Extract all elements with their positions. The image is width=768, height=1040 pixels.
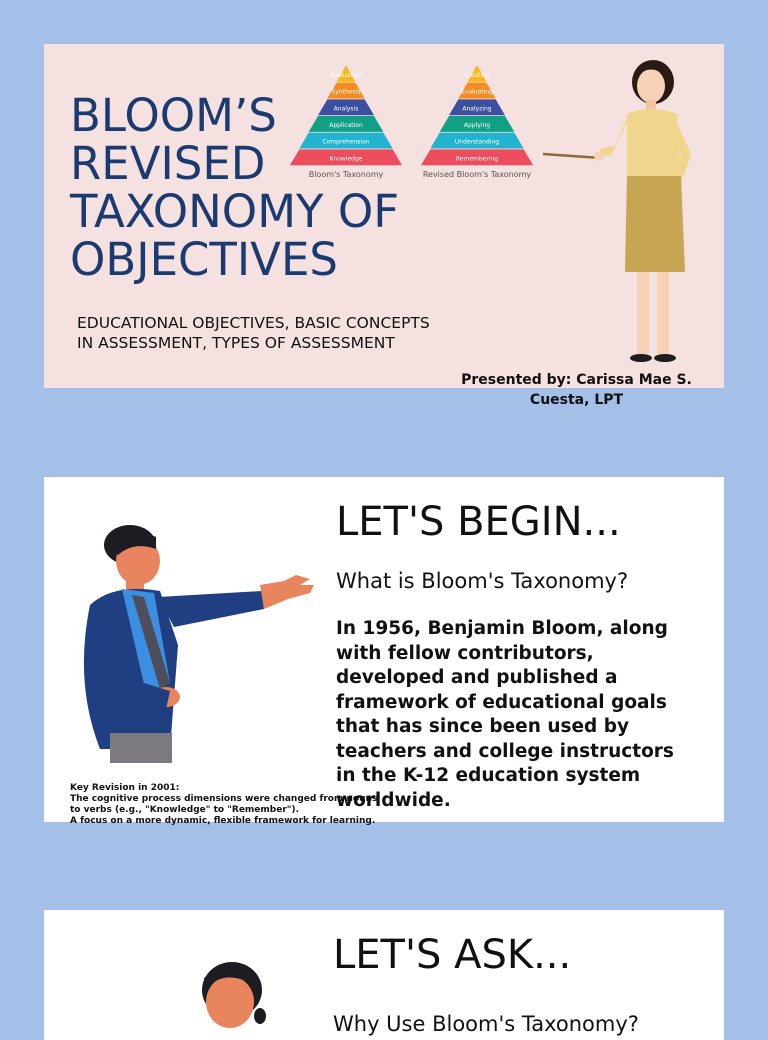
what-is-question: What is Bloom's Taxonomy? [336, 569, 629, 593]
lets-ask-heading: LET'S ASK... [333, 932, 572, 978]
pyramid-caption-revised: Revised Bloom's Taxonomy [422, 170, 532, 179]
teacher-illustration [541, 58, 701, 370]
revised-blooms-taxonomy-pyramid [421, 64, 533, 166]
why-use-question: Why Use Bloom's Taxonomy? [333, 1012, 639, 1036]
presentation-subtitle: EDUCATIONAL OBJECTIVES, BASIC CONCEPTS IN ASSESSMENT, TYPES OF ASSESSMENT [77, 314, 430, 352]
original-level-label: Analysis [333, 105, 359, 113]
original-level-label: Application [329, 122, 363, 129]
key-revision-title: Key Revision in 2001: [70, 783, 180, 793]
presenter-credit: Presented by: Carissa Mae S. Cuesta, LPT [461, 372, 692, 408]
revised-level-label: Applying [463, 122, 491, 129]
original-level-label: Synthesis [331, 88, 361, 96]
revised-level-label: Evaluating [461, 88, 493, 96]
lets-begin-heading: LET'S BEGIN... [336, 499, 621, 545]
pyramid-caption-original: Bloom's Taxonomy [308, 170, 384, 179]
key-revision-note [70, 783, 390, 827]
woman-illustration [194, 962, 274, 1032]
presenter-man-illustration [74, 523, 324, 763]
original-level-label: Knowledge [329, 155, 363, 163]
revised-level-label: Remembering [455, 155, 499, 163]
lets-begin-slide [44, 477, 724, 826]
revised-level-label: Creating [464, 72, 490, 79]
lets-ask-slide [44, 910, 724, 1040]
key-revision-line-2: A focus on a more dynamic, flexible framework for learning. [70, 816, 376, 826]
blooms-taxonomy-pyramid [290, 64, 402, 166]
original-level-label: Evaluation [330, 72, 362, 79]
revised-level-label: Analyzing [462, 105, 492, 113]
presentation-title: BLOOM’S REVISED TAXONOMY OF OBJECTIVES [70, 89, 400, 286]
bloom-history-text: In 1956, Benjamin Bloom, along with fellow contributors, developed and published a framework of educational goals that has since been used by teachers and college instructors in the K-12 education system worldwide. [336, 618, 674, 811]
revised-level-label: Understanding [454, 138, 500, 146]
key-revision-line-1: The cognitive process dimensions were changed from nouns to verbs (e.g., "Knowledge" to "Remember"). [70, 794, 378, 815]
title-slide [44, 44, 724, 408]
original-level-label: Comprehension [322, 138, 370, 146]
